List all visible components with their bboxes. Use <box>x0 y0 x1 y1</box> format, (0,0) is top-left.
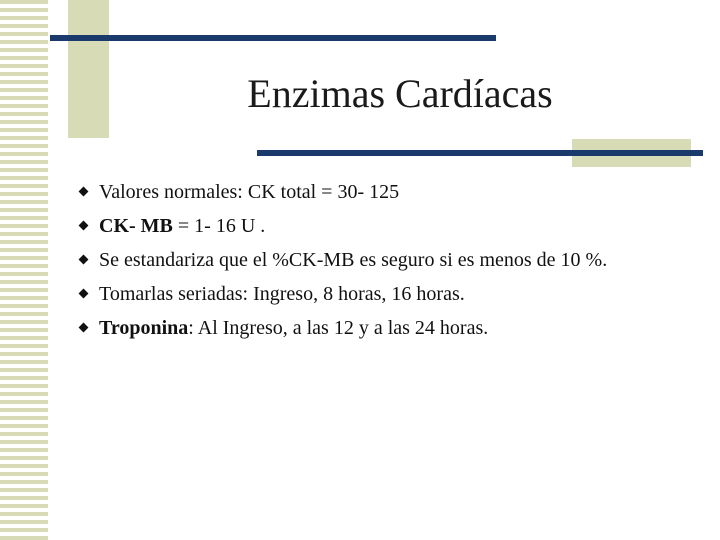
slide-title: Enzimas Cardíacas <box>247 71 553 116</box>
bullet-bold-text: Troponina <box>99 317 189 339</box>
title-rule-top <box>50 35 496 41</box>
bullet-text: Valores normales: CK total = 30- 125 <box>99 181 400 203</box>
diamond-bullet-icon <box>79 289 89 299</box>
bullet-item <box>78 248 678 272</box>
stripe-edge <box>0 0 50 540</box>
bullet-item <box>78 282 678 306</box>
diamond-bullet-icon <box>79 221 89 231</box>
diamond-bullet-icon <box>79 187 89 197</box>
bullet-text: = 1- 16 U . <box>172 215 266 237</box>
bullet-text: Se estandariza que el %CK-MB es seguro si es menos de 10 %. <box>99 249 608 271</box>
bullet-text: Tomarlas seriadas: Ingreso, 8 horas, 16 horas. <box>99 283 465 305</box>
bullet-item <box>78 316 678 340</box>
bullet-bold-text: CK- MB <box>99 215 173 237</box>
bullet-item <box>78 180 678 204</box>
bullet-list <box>78 180 678 350</box>
decorative-block-top <box>68 0 109 138</box>
bullet-item <box>78 214 678 238</box>
diamond-bullet-icon <box>79 323 89 333</box>
diamond-bullet-icon <box>79 255 89 265</box>
bullet-text: : Al Ingreso, a las 12 y a las 24 horas. <box>188 317 489 339</box>
title-rule-bottom <box>257 150 703 156</box>
